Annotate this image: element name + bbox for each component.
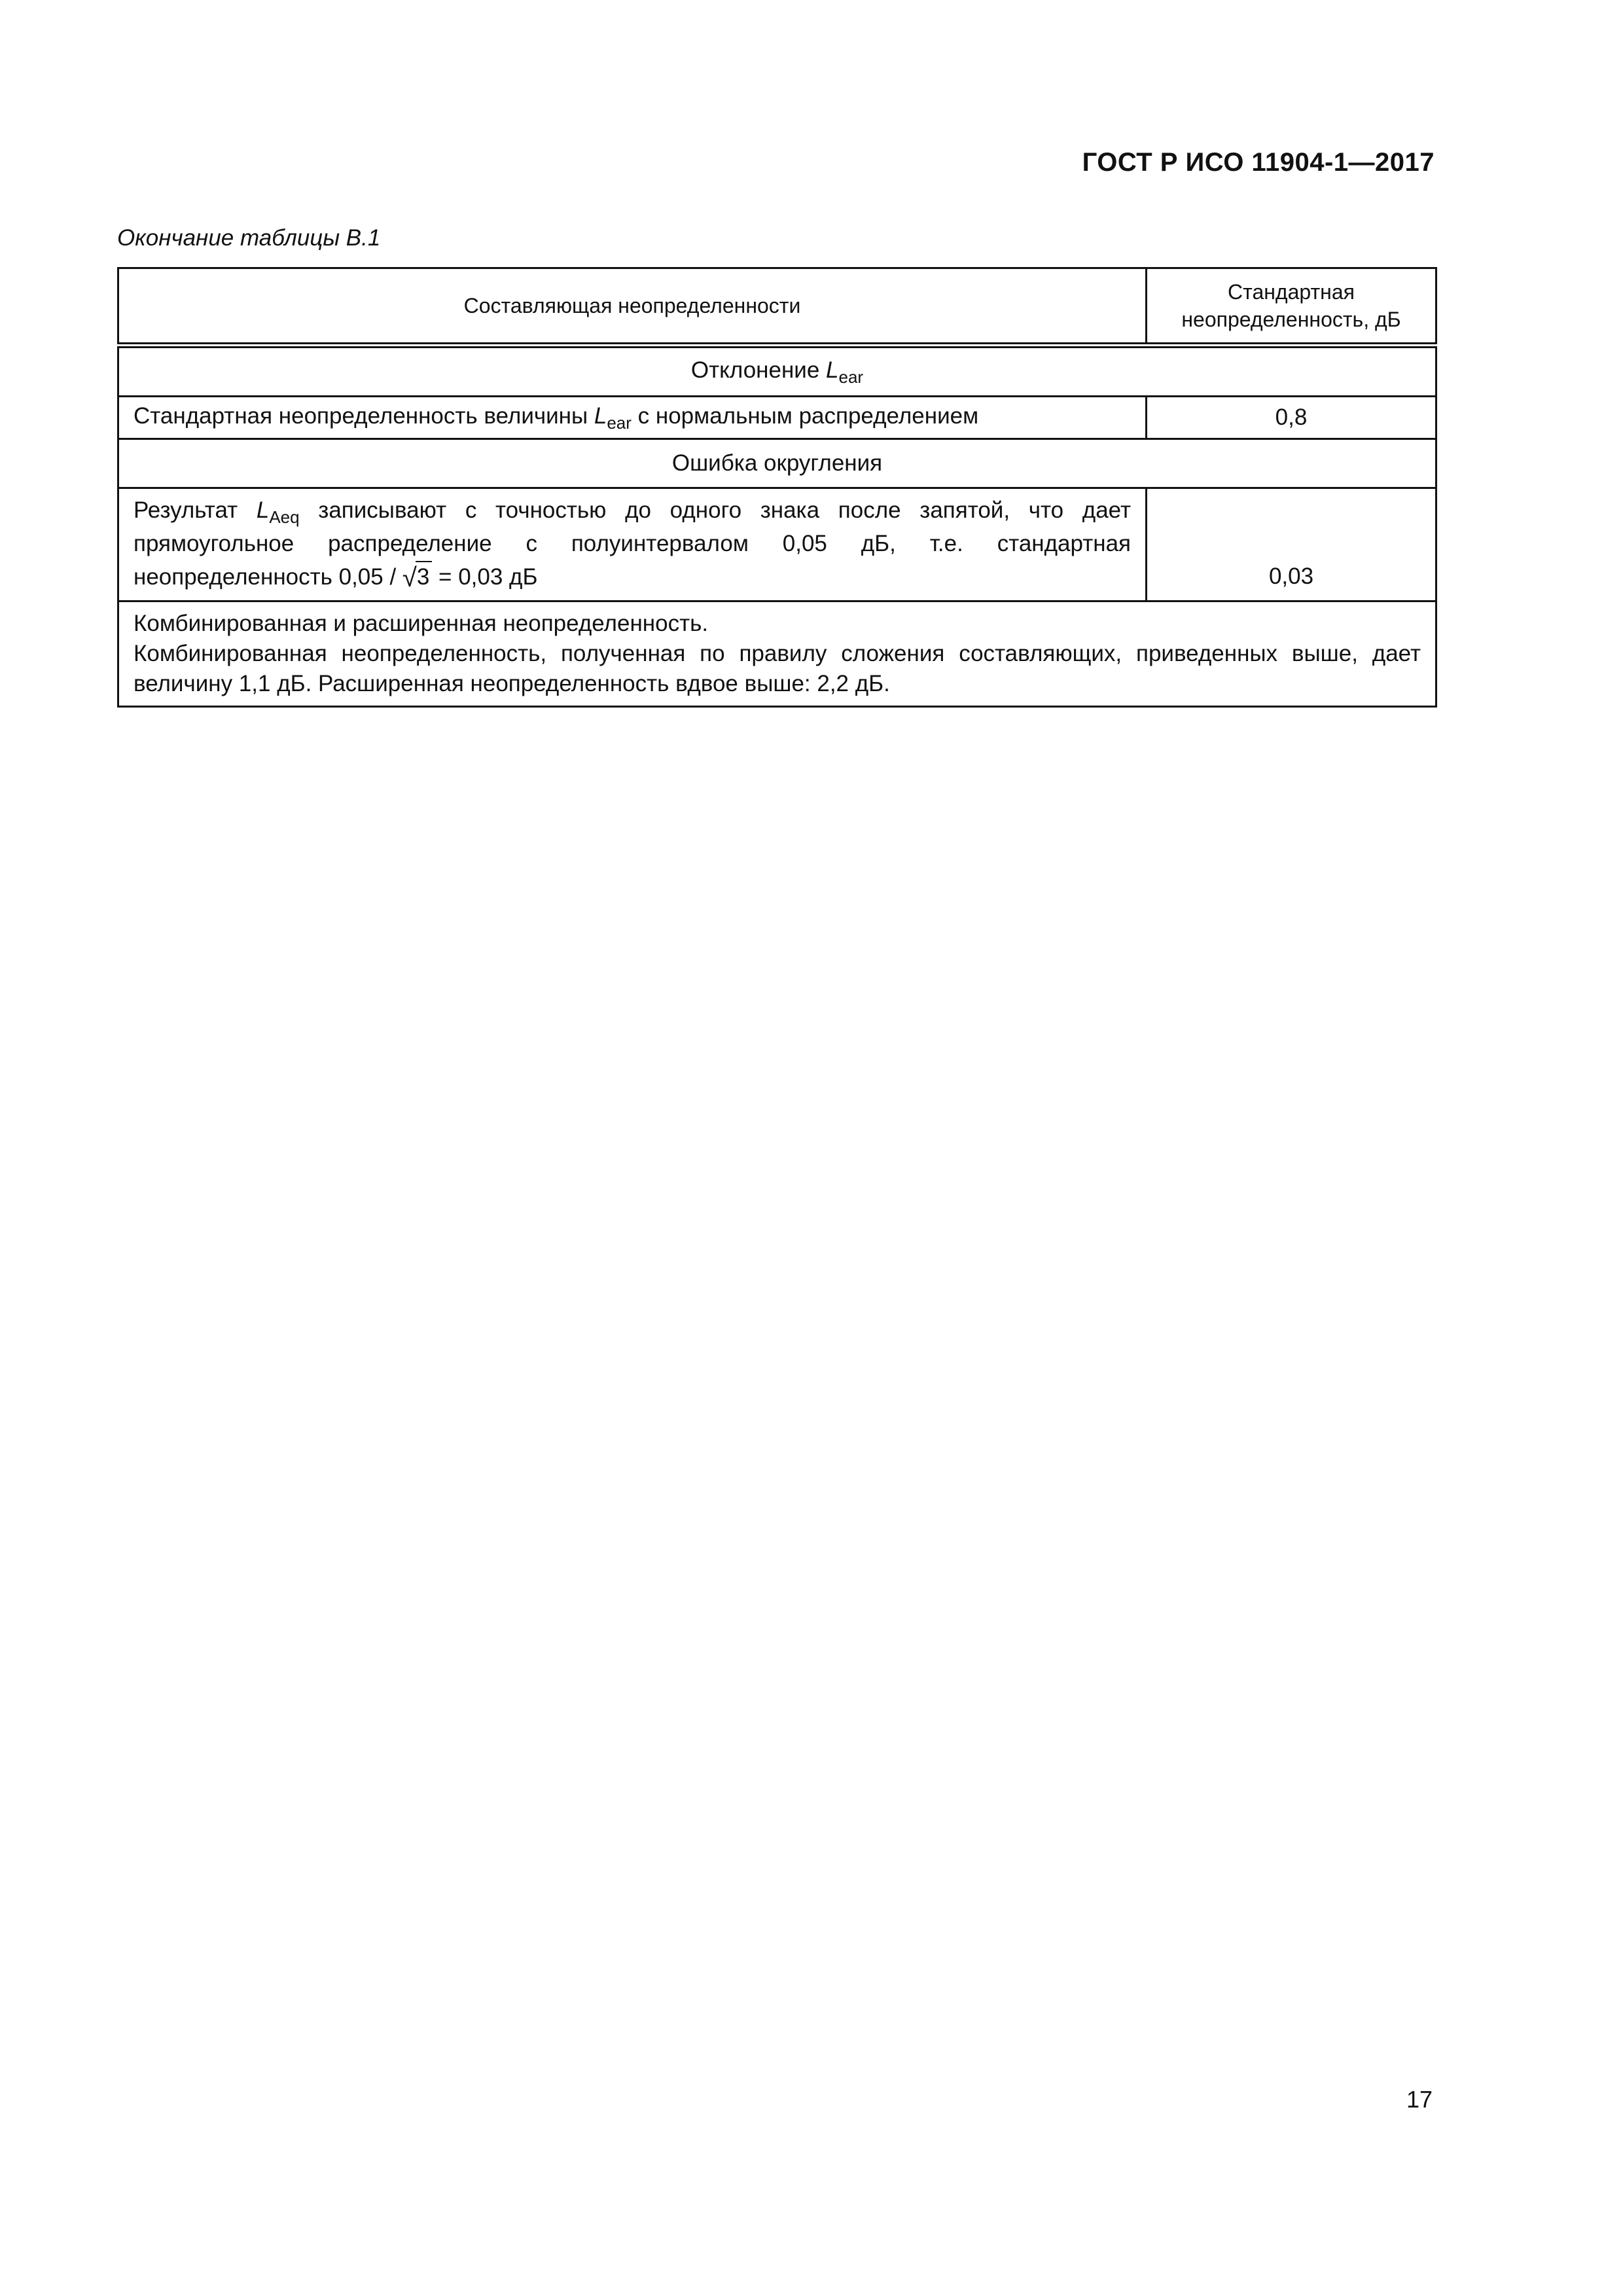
table-row-deviation	[118, 397, 1436, 439]
column-header-component-label: Составляющая неопределенности	[463, 293, 801, 317]
row-value: 0,8	[1147, 397, 1436, 439]
column-header-component	[118, 268, 1147, 346]
row-text-after: с нормальным распределением	[631, 403, 979, 429]
combined-uncertainty-line1: Комбинированная и расширенная неопределенность.	[134, 610, 709, 636]
uncertainty-table	[117, 267, 1437, 708]
section-heading-deviation	[118, 346, 1436, 397]
combined-uncertainty-line2: Комбинированная неопределенность, полученная по правилу сложения составляющих, приведенных выше, дает величину 1,1 дБ. Расширенная неопределенность вдвое выше: 2,2 дБ.	[134, 640, 1421, 696]
section-row-rounding	[118, 439, 1436, 488]
table-row-rounding	[118, 488, 1436, 601]
row-text-before: Стандартная неопределенность величины	[134, 403, 594, 429]
table-row-combined	[118, 601, 1436, 707]
row-description	[118, 488, 1147, 601]
page-number: 17	[1406, 2086, 1433, 2113]
variable-symbol: L	[826, 357, 839, 383]
column-header-std-uncertainty-line2: неопределенность, дБ	[1181, 308, 1401, 331]
document-code: ГОСТ Р ИСО 11904-1—2017	[1082, 148, 1435, 177]
row-text-after: записывают с точностью до одного знака после запятой, что дает прямоугольное распределение с полуинтервалом 0,05 дБ, т.е. стандартная неопределенность 0,05 /	[134, 497, 1132, 590]
variable-symbol: L	[256, 497, 270, 524]
table-caption: Окончание таблицы В.1	[117, 225, 381, 251]
variable-subscript: ear	[607, 413, 632, 433]
variable-symbol: L	[594, 403, 607, 429]
radical-sign-icon: √	[402, 563, 417, 592]
row-description	[118, 397, 1147, 439]
table-header-row	[118, 268, 1436, 346]
section-row-deviation	[118, 346, 1436, 397]
section-heading-deviation-label: Отклонение	[690, 357, 827, 383]
column-header-std-uncertainty	[1147, 268, 1436, 346]
combined-uncertainty-note	[118, 601, 1436, 707]
square-root-argument: 3	[416, 561, 432, 592]
row-value: 0,03	[1147, 488, 1436, 601]
variable-subscript: ear	[838, 367, 864, 387]
variable-subscript: Aeq	[269, 507, 300, 528]
column-header-std-uncertainty-line1: Стандартная	[1228, 279, 1355, 304]
row-text-before: Результат	[134, 497, 257, 524]
section-heading-rounding: Ошибка округления	[118, 439, 1436, 488]
row-text-end: = 0,03 дБ	[432, 564, 538, 590]
square-root-expression	[402, 559, 432, 594]
